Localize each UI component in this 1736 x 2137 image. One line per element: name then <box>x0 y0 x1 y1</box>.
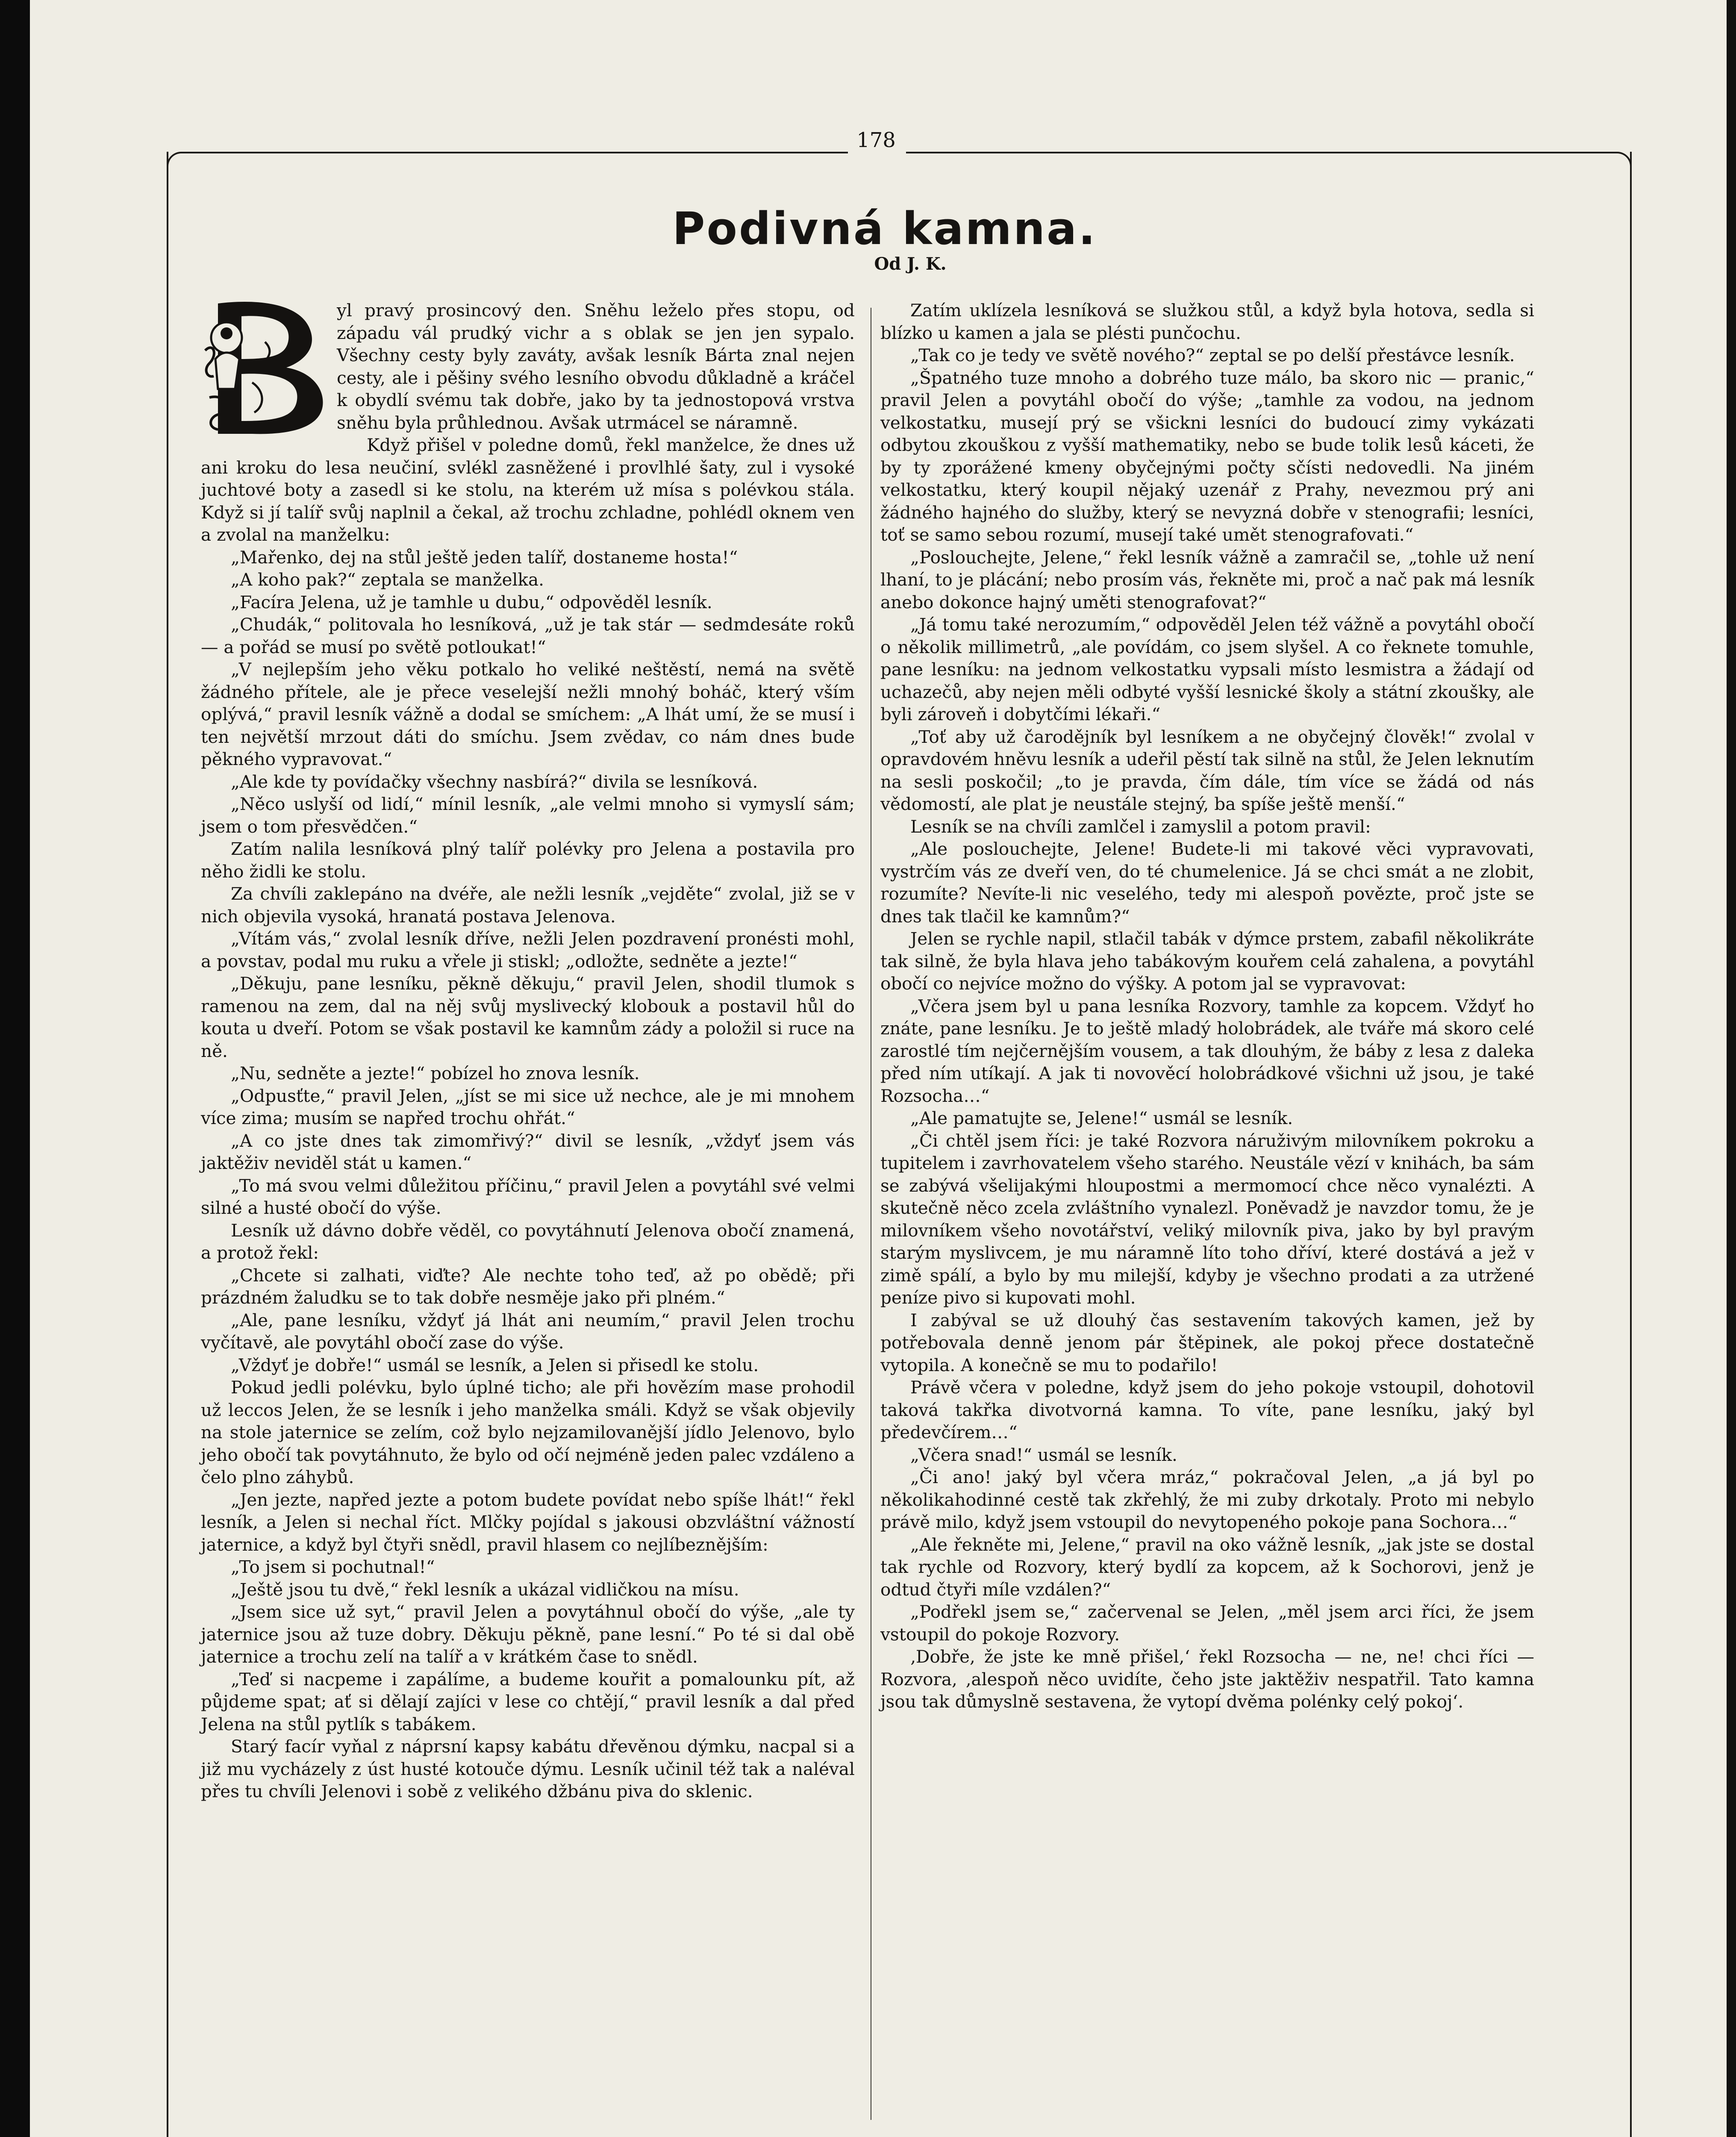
paragraph: „Ale, pane lesníku, vždyť já lhát ani neumím,“ pravil Jelen trochu vyčítavě, ale povytáhl obočí zase do výše. <box>201 1310 855 1353</box>
paragraph: „Či chtěl jsem říci: je také Rozvora náruživým milovníkem pokroku a tupitelem i zavrhovatelem všeho starého. Neustále vězí v knihách, ba sám se zabývá všelijakými hloupostmi a mermomocí chce něco vynalézti. A skutečně něco zcela zvláštního vynalezl. Poněvadž je navzdor tomu, že je milovníkem všeho novotářství, veliký milovník piva, jako by byl pravým starým myslivcem, je mu náramně líto toho dříví, které dostává a jež v zimě spálí, a bylo by mu milejší, kdyby je všechno prodati a za utržené peníze pivo si kupovati mohl. <box>880 1130 1534 1308</box>
paragraph: „Jen jezte, napřed jezte a potom budete povídat nebo spíše lhát!“ řekl lesník, a Jelen si nechal říct. Mlčky pojídal s jakousi obzvláštní vážností jaternice, a když byl čtyři snědl, pravil hlasem co nejlíbeznějším: <box>201 1489 855 1555</box>
paragraph: „Podřekl jsem se,“ začervenal se Jelen, „měl jsem arci říci, že jsem vstoupil do pokoje Rozvory. <box>880 1601 1534 1645</box>
paragraph: Právě včera v poledne, když jsem do jeho pokoje vstoupil, dohotovil taková takřka divotvorná kamna. To víte, pane lesníku, jaký byl předevčírem…“ <box>880 1377 1534 1442</box>
paragraph: Když přišel v poledne domů, řekl manželce, že dnes už ani kroku do lesa neučiní, svlékl zasněžené i provlhlé šaty, zul i vysoké juchtové boty a zasedl si ke stolu, na kterém už mísa s polévkou stála. Když si jí talíř svůj naplnil a čekal, až trochu zchladne, pohlédl oknem ven a zvolal na manželku: <box>201 435 855 545</box>
paragraph: Lesník už dávno dobře věděl, co povytáhnutí Jelenova obočí znamená, a protož řekl: <box>201 1220 855 1263</box>
paragraph: „A koho pak?“ zeptala se manželka. <box>231 569 544 590</box>
scan-border-right <box>1727 0 1736 2137</box>
paragraph: „Děkuju, pane lesníku, pěkně děkuju,“ pravil Jelen, shodil tlumok s ramenou na zem, dal na něj svůj myslivecký klobouk a postavil hůl do kouta u dveří. Potom se však postavil ke kamnům zády a položil si ruce na ně. <box>201 973 855 1061</box>
paragraph: „Jsem sice už syt,“ pravil Jelen a povytáhnul obočí do výše, „ale ty jaternice jsou až tuze dobry. Děkuju pěkně, pane lesní.“ Po té si dal obě jaternice a trochu zelí na talíř a v krátkém čase to snědl. <box>201 1601 855 1667</box>
paragraph: „Ještě jsou tu dvě,“ řekl lesník a ukázal vidličkou na mísu. <box>231 1579 739 1600</box>
page-title: Podivná kamna. <box>672 203 1097 255</box>
paragraph: „Či ano! jaký byl včera mráz,“ pokračoval Jelen, „a já byl po několikahodinné cestě tak zkřehlý, že mi zuby drkotaly. Proto mi nebylo právě milo, když jsem vstoupil do nevytopeného pokoje pana Sochora…“ <box>880 1467 1534 1532</box>
paragraph: „Vždyť je dobře!“ usmál se lesník, a Jelen si přisedl ke stolu. <box>231 1354 759 1375</box>
paragraph: „Toť aby už čarodějník byl lesníkem a ne obyčejný člověk!“ zvolal v opravdovém hněvu lesník a udeřil pěstí tak silně na stůl, že Jelen leknutím na sesli poskočil; „to je pravda, čím dále, tím více se žádá od nás vědomostí, ale plat je neustále stejný, ba spíše ještě menší.“ <box>880 726 1534 814</box>
paragraph: „Tak co je tedy ve světě nového?“ zeptal se po delší přestávce lesník. <box>910 345 1515 365</box>
paragraph: „To jsem si pochutnal!“ <box>231 1557 435 1577</box>
drop-cap-illustration <box>201 299 329 436</box>
paragraph: Starý facír vyňal z náprsní kapsy kabátu dřevěnou dýmku, nacpal si a již mu vycházely z úst husté kotouče dýmu. Lesník učinil též tak a naléval přes tu chvíli Jelenovi i sobě z velikého džbánu piva do sklenic. <box>201 1736 855 1801</box>
paragraph: „Ale poslouchejte, Jelene! Budete-li mi takové věci vypravovati, vystrčím vás ze dveří ven, do té chumelenice. Já se chci smát a ne zlobit, rozumíte? Nevíte-li nic veselého, tedy mi alespoň povězte, proč jste se dnes tak tlačil ke kamnům?“ <box>880 839 1534 927</box>
paragraph: I zabýval se už dlouhý čas sestavením takových kamen, jež by potřebovala denně jenom pár štěpinek, ale pokoj přece dostatečně vytopila. A konečně se mu to podařilo! <box>880 1310 1534 1375</box>
paragraph: „A co jste dnes tak zimomřivý?“ divil se lesník, „vždyť jsem vás jaktěživ neviděl stát u kamen.“ <box>201 1130 855 1173</box>
paragraph: Lesník se na chvíli zamlčel i zamyslil a potom pravil: <box>910 816 1371 837</box>
paragraph: „Ale kde ty povídačky všechny nasbírá?“ divila se lesníková. <box>231 771 758 792</box>
byline: Od J. K. <box>874 254 947 274</box>
paragraph: „Ale pamatujte se, Jelene!“ usmál se lesník. <box>910 1108 1293 1128</box>
paragraph: „Ale řekněte mi, Jelene,“ pravil na oko vážně lesník, „jak jste se dostal tak rychle od Rozvory, který bydlí za kopcem, až k Sochorovi, jenž je odtud čtyři míle vzdálen?“ <box>880 1534 1534 1600</box>
drop-cap-initial <box>201 299 329 436</box>
paragraph: „Facíra Jelena, už je tamhle u dubu,“ odpověděl lesník. <box>231 592 712 612</box>
paragraph: „Vítám vás,“ zvolal lesník dříve, nežli Jelen pozdravení pronésti mohl, a povstav, podal mu ruku a vřele ji stiskl; „odložte, sedněte a jezte!“ <box>201 928 855 971</box>
paragraph: „Mařenko, dej na stůl ještě jeden talíř, dostaneme hosta!“ <box>231 547 738 568</box>
paragraph: „Včera snad!“ usmál se lesník. <box>910 1444 1177 1465</box>
paragraph: „Teď si nacpeme i zapálíme, a budeme kouřit a pomalounku pít, až půjdeme spat; ať si dělají zajíci v lese co chtějí,“ pravil lesník a dal před Jelena na stůl pytlík s tabákem. <box>201 1669 855 1734</box>
paragraph: „Špatného tuze mnoho a dobrého tuze málo, ba skoro nic — pranic,“ pravil Jelen a povytáhl obočí do výše; „tamhle za vodou, na jednom velkostatku, musejí prý se všickni lesníci do budoucí zimy vykázati odbytou zkouškou z vyšší mathematiky, nebo se bude tolik lesů káceti, že by ty zporážené kmeny obyčejnými počty sčísti nedovedli. Na jiném velkostatku, který koupil nějaký uzenář z Prahy, nevezmou prý ani žádného hajného do služby, který se nevyzná dobře v stenografii; lesníci, toť se samo sebou rozumí, musejí také umět stenografovati.“ <box>880 367 1534 545</box>
column-right <box>880 299 1534 2137</box>
paragraph: Jelen se rychle napil, stlačil tabák v dýmce prstem, zabafil několikráte tak silně, že byla hlava jeho tabákovým kouřem celá zahalena, a povytáhl obočí co nejvíce možno do výšky. A potom jal se vypravovat: <box>880 928 1534 994</box>
page-number: 178 <box>856 128 896 152</box>
paragraph: Pokud jedli polévku, bylo úplné ticho; ale při hovězím mase prohodil už leccos Jelen, že se lesník i jeho manželka smáli. Když se však objevily na stole jaternice se zelím, což bylo nejzamilovanější jídlo Jelenovo, bylo jeho obočí tak povytáhnuto, že bylo od očí nejméně jeden palec vzdáleno a čelo plno záhybů. <box>201 1377 855 1487</box>
paragraph: „Já tomu také nerozumím,“ odpověděl Jelen též vážně a povytáhl obočí o několik millimetrů, „ale povídám, co jsem slyšel. A co řeknete tomuhle, pane lesníku: na jednom velkostatku vypsali místo lesmistra a žádají od uchazečů, aby nejen měli odbyté vyšší lesnické školy a státní zkoušky, ale byli zároveň i dobytčími lékaři.“ <box>880 614 1534 724</box>
column-left <box>201 299 855 2137</box>
paragraph: „To má svou velmi důležitou příčinu,“ pravil Jelen a povytáhl své velmi silné a husté obočí do výše. <box>201 1175 855 1218</box>
paragraph: „Něco uslyší od lidí,“ mínil lesník, „ale velmi mnoho si vymyslí sám; jsem o tom přesvědčen.“ <box>201 794 855 837</box>
paragraph: Zatím nalila lesníková plný talíř polévky pro Jelena a postavila pro něho židli ke stolu. <box>201 839 855 882</box>
paragraph: Za chvíli zaklepáno na dvéře, ale nežli lesník „vejděte“ zvolal, již se v nich objevila vysoká, hranatá postava Jelenova. <box>201 883 855 927</box>
paragraph: „Odpusťte,“ pravil Jelen, „jíst se mi sice už nechce, ale je mi mnohem více zima; musím se napřed trochu ohřát.“ <box>201 1085 855 1128</box>
paragraph: Zatím uklízela lesníková se služkou stůl, a když byla hotova, sedla si blízko u kamen a jala se plésti punčochu. <box>880 300 1534 343</box>
scan-border-left <box>0 0 30 2137</box>
paragraph: yl pravý prosincový den. Sněhu leželo přes stopu, od západu vál prudký vichr a s oblak se jen jen sypalo. Všechny cesty byly zaváty, avšak lesník Bárta znal nejen cesty, ale i pěšiny svého lesního obvodu důkladně a kráčel k obydlí svému tak dobře, jako by ta jednostopová vrstva sněhu byla průhlednou. Avšak utrmácel se náramně. <box>337 300 855 433</box>
paragraph: „V nejlepším jeho věku potkalo ho veliké neštěstí, nemá na světě žádného přítele, ale je přece veselejší nežli mnohý boháč, který vším oplývá,“ pravil lesník vážně a dodal se smíchem: „A lhát umí, že se musí i ten největší mrzout dáti do smíchu. Jsem zvědav, co nám dnes bude pěkného vypravovat.“ <box>201 659 855 769</box>
paragraph: ‚Dobře, že jste ke mně přišel,‘ řekl Rozsocha — ne, ne! chci říci — Rozvora, ‚alespoň něco uvidíte, čeho jste jaktěživ nespatřil. Tato kamna jsou tak důmyslně sestavena, že vytopí dvěma polénky celý pokoj‘. <box>880 1646 1534 1712</box>
paragraph: „Nu, sedněte a jezte!“ pobízel ho znova lesník. <box>231 1063 640 1083</box>
paragraph: „Chcete si zalhati, viďte? Ale nechte toho teď, až po obědě; při prázdném žaludku se to tak dobře nesměje jako při plném.“ <box>201 1265 855 1308</box>
paragraph: „Včera jsem byl u pana lesníka Rozvory, tamhle za kopcem. Vždyť ho znáte, pane lesníku. Je to ještě mladý holobrádek, ale tváře má skoro celé zarostlé tím nejčernějším vousem, a tak dlouhým, že báby z lesa z daleka před ním utíkají. A jak ti novověcí holobrádkové všichni už jsou, je také Rozsocha…“ <box>880 995 1534 1106</box>
paragraph: „Poslouchejte, Jelene,“ řekl lesník vážně a zamračil se, „tohle už není lhaní, to je plácání; nebo prosím vás, řekněte mi, proč a nač pak má lesník anebo dokonce hajný uměti stenografovat?“ <box>880 547 1534 612</box>
paragraph: „Chudák,“ politovala ho lesníková, „už je tak stár — sedmdesáte roků — a pořád se musí po světě potloukat!“ <box>201 614 855 657</box>
